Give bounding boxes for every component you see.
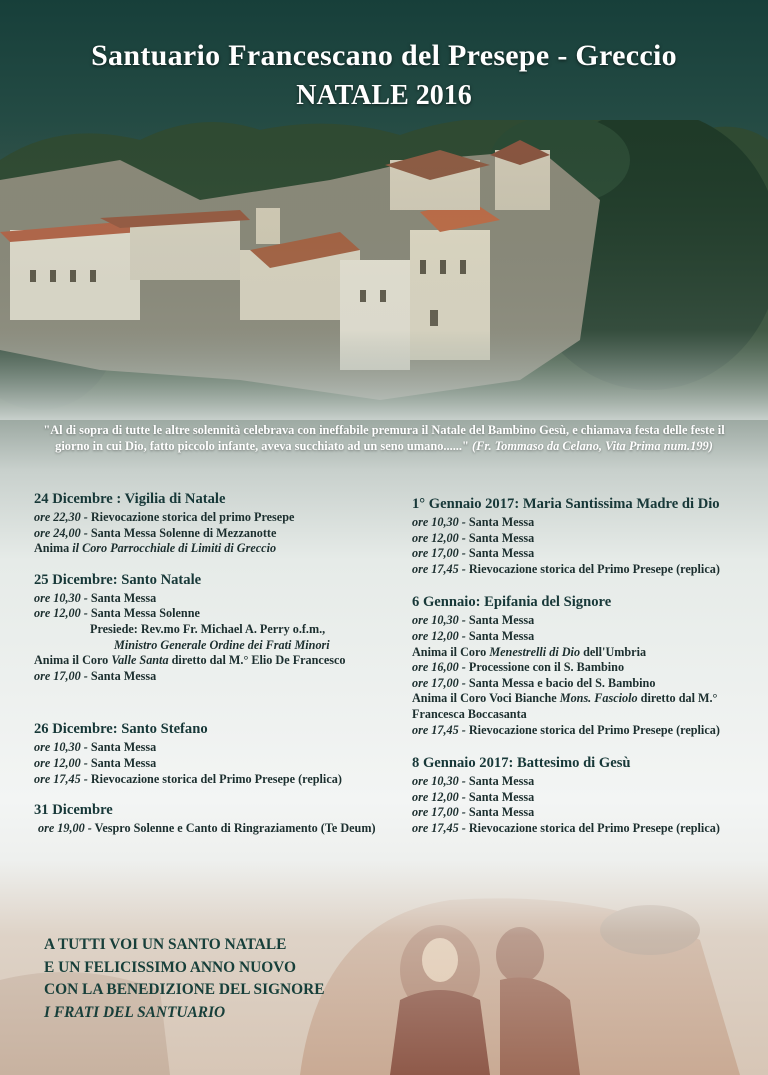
time: ore 12,00 - <box>34 755 88 770</box>
label: dell'Umbria <box>580 644 647 659</box>
choir-name: il Coro Parrocchiale di Limiti di Greccio <box>72 541 277 556</box>
time: ore 10,30 - <box>34 590 88 605</box>
schedule-right-column <box>412 495 762 851</box>
event: Santa Messa <box>87 590 157 605</box>
section-1-gennaio <box>412 495 762 577</box>
schedule-row <box>34 526 394 542</box>
time: ore 12,00 - <box>412 628 466 643</box>
section-25-dicembre <box>34 571 394 685</box>
choir-name: Menestrelli di Dio <box>489 644 581 659</box>
schedule-row <box>412 629 762 645</box>
section-8-gennaio <box>412 754 762 836</box>
schedule-row <box>412 723 762 739</box>
section-heading: 24 Dicembre : Vigilia di Natale <box>34 491 226 507</box>
greeting-block <box>44 934 325 1024</box>
schedule-row <box>34 756 394 772</box>
section-6-gennaio <box>412 593 762 738</box>
event: Santa Messa Solenne di Mezzanotte <box>87 525 277 540</box>
section-heading: 6 Gennaio: Epifania del Signore <box>412 594 612 611</box>
time: ore 17,00 - <box>412 805 466 820</box>
event: Rievocazione storica del Primo Presepe (replica) <box>465 820 720 835</box>
section-heading: 8 Gennaio 2017: Battesimo di Gesù <box>412 755 631 772</box>
time: ore 12,00 - <box>412 530 466 545</box>
section-heading: 26 Dicembre: Santo Stefano <box>34 721 208 738</box>
time: ore 17,00 - <box>412 546 466 561</box>
event: Rievocazione storica del Primo Presepe (replica) <box>87 771 342 786</box>
section-26-dicembre <box>34 720 394 787</box>
event: Santa Messa <box>465 805 535 820</box>
schedule-row <box>412 774 762 790</box>
schedule-row <box>412 805 762 821</box>
schedule-row <box>34 541 394 557</box>
schedule-row <box>412 821 762 837</box>
greeting-line: E UN FELICISSIMO ANNO NUOVO <box>44 958 296 976</box>
choir-name: Valle Santa <box>111 653 169 668</box>
schedule-left-column <box>34 490 394 851</box>
sanctuary-photo <box>0 120 768 420</box>
event: Vespro Solenne e Canto di Ringraziamento (Te Deum) <box>91 821 376 836</box>
presider-title <box>34 638 394 654</box>
schedule-row <box>412 790 762 806</box>
schedule-row <box>34 669 394 685</box>
choir-name: Mons. Fasciolo <box>559 691 638 706</box>
event: Santa Messa <box>465 515 535 529</box>
event: Santa Messa <box>465 613 535 628</box>
schedule-row <box>34 740 394 756</box>
celano-quote <box>28 422 740 454</box>
time: ore 10,30 - <box>34 740 88 755</box>
time: ore 17,00 - <box>412 675 466 690</box>
schedule-row <box>412 546 762 562</box>
schedule-row <box>34 653 394 669</box>
presider-title-text: Ministro Generale Ordine dei Frati Minori <box>114 637 330 652</box>
schedule-row <box>34 772 394 788</box>
greeting-line: A TUTTI VOI UN SANTO NATALE <box>44 936 287 953</box>
event: Santa Messa <box>87 740 157 755</box>
event: Processione con il S. Bambino <box>465 660 625 675</box>
time: ore 19,00 - <box>38 821 92 836</box>
time: ore 17,45 - <box>34 771 88 786</box>
label: Anima il Coro <box>34 653 112 668</box>
header <box>0 38 768 114</box>
schedule-row <box>34 510 394 526</box>
time: ore 10,30 - <box>412 613 466 628</box>
time: ore 10,30 - <box>412 774 466 789</box>
event: Santa Messa <box>465 530 535 545</box>
time: ore 12,00 - <box>412 789 466 804</box>
schedule-row <box>412 676 762 692</box>
event: Santa Messa e bacio del S. Bambino <box>465 675 656 690</box>
time: ore 17,00 - <box>34 668 88 683</box>
time: ore 22,30 - <box>34 510 88 524</box>
schedule-row <box>412 613 762 629</box>
schedule-row <box>34 821 394 837</box>
quote-text: "Al di sopra di tutte le altre solennità celebrava con ineffabile premura il Natale del Bambino Gesù, e chiamava festa delle feste il giorno in cui Dio, fatto piccolo infante, aveva succhiato ad un seno umano......" <box>43 423 725 453</box>
time: ore 16,00 - <box>412 660 466 675</box>
event: Rievocazione storica del primo Presepe <box>87 510 295 524</box>
label: Anima il Coro Voci Bianche <box>412 691 560 706</box>
event: Santa Messa <box>87 755 157 770</box>
time: ore 17,45 - <box>412 561 466 576</box>
schedule-row <box>34 606 394 622</box>
section-heading: 25 Dicembre: Santo Natale <box>34 571 202 588</box>
section-31-dicembre <box>34 801 394 837</box>
schedule-row <box>34 591 394 607</box>
label: Anima il Coro <box>412 644 490 659</box>
event: Rievocazione storica del Primo Presepe (replica) <box>465 561 720 576</box>
schedule-row <box>412 515 762 531</box>
label: diretto dal M.° Elio De Francesco <box>168 653 346 668</box>
label: diretto dal M.° Francesca Boccasanta <box>412 691 718 721</box>
schedule-row <box>412 691 762 722</box>
section-heading: 31 Dicembre <box>34 802 113 819</box>
schedule-row <box>412 645 762 661</box>
time: ore 12,00 - <box>34 606 88 621</box>
schedule-row <box>412 531 762 547</box>
schedule-row <box>412 660 762 676</box>
greeting-signature <box>44 1002 325 1025</box>
presider-line: Presiede: Rev.mo Fr. Michael A. Perry o.f.m., <box>90 621 326 636</box>
label: Anima <box>34 541 73 556</box>
event: Santa Messa <box>465 789 535 804</box>
time: ore 17,45 - <box>412 820 466 835</box>
event: Santa Messa <box>465 628 535 643</box>
greeting-line: CON LA BENEDIZIONE DEL SIGNORE <box>44 981 325 998</box>
quote-source: (Fr. Tommaso da Celano, Vita Prima num.199) <box>471 439 713 453</box>
schedule-row <box>412 562 762 578</box>
signature-text: I FRATI DEL SANTUARIO <box>44 1003 226 1021</box>
event: Santa Messa <box>465 546 535 561</box>
time: ore 24,00 - <box>34 525 88 540</box>
section-24-dicembre <box>34 490 394 557</box>
time: ore 17,45 - <box>412 722 466 737</box>
page-title: Santuario Francescano del Presepe - Greccio <box>91 39 677 72</box>
page-subtitle: NATALE 2016 <box>296 80 472 111</box>
section-heading: 1° Gennaio 2017: Maria Santissima Madre di Dio <box>412 496 720 512</box>
event: Santa Messa Solenne <box>87 606 200 621</box>
event: Rievocazione storica del Primo Presepe (replica) <box>465 722 720 737</box>
time: ore 10,30 - <box>412 515 466 529</box>
event: Santa Messa <box>87 668 157 683</box>
event: Santa Messa <box>465 774 535 789</box>
